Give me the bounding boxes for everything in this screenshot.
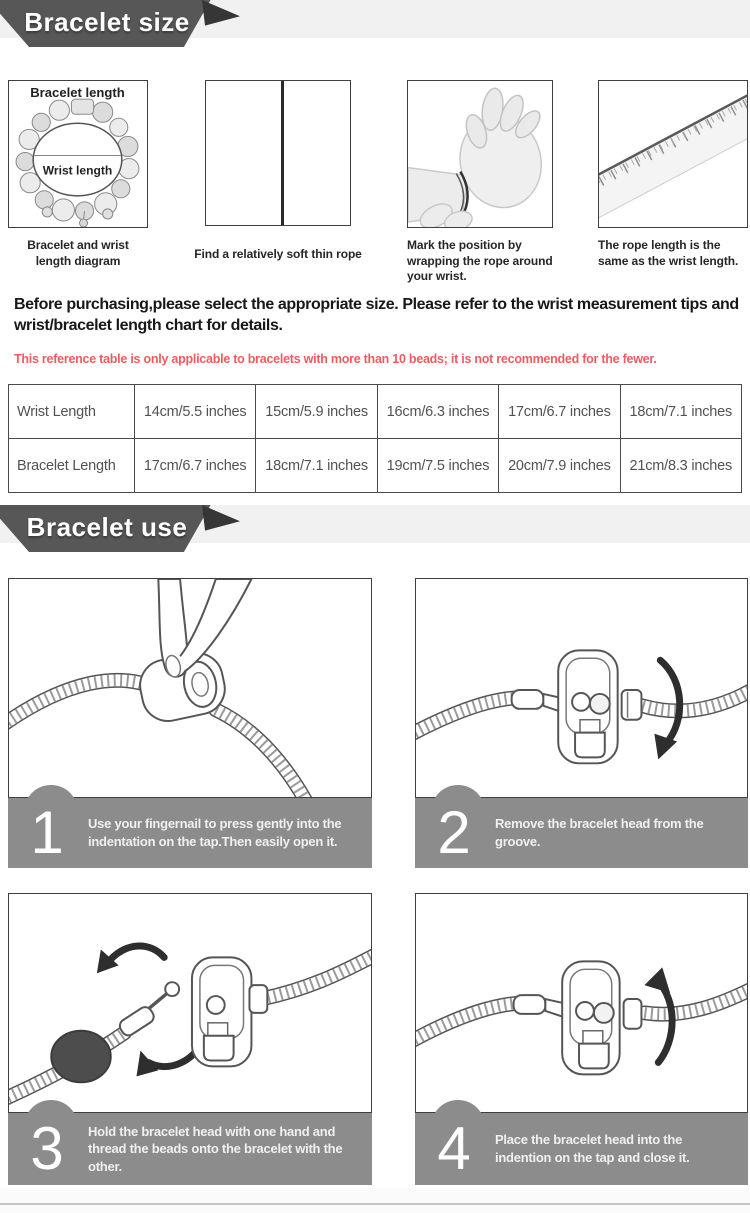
footer-strip (0, 1188, 750, 1213)
footer-divider (0, 1203, 750, 1205)
cell: 15cm/5.9 inches (256, 385, 377, 439)
step-text: Use your fingernail to press gently into the indentation on the tap.Then easily open it. (88, 816, 342, 849)
bracelet-diagram-image (8, 80, 148, 228)
step3-illustration (8, 893, 372, 1113)
row-label: Bracelet Length (9, 439, 135, 493)
step4-illustration (415, 893, 748, 1113)
size-table (8, 384, 742, 493)
cell: 18cm/7.1 inches (256, 439, 377, 493)
section-title: Bracelet use (26, 512, 188, 542)
caption-diagram: Bracelet and wrist length diagram (27, 238, 129, 268)
step2-illustration (415, 578, 748, 798)
cell: 20cm/7.9 inches (499, 439, 620, 493)
bracelet-use-banner (0, 505, 242, 552)
rope-image (205, 80, 351, 226)
bracelet-length-label: Bracelet length (30, 85, 125, 101)
step-number: 3 (30, 1115, 64, 1182)
bracelet-size-banner (0, 0, 242, 47)
usage-step-4-panel (415, 893, 748, 1185)
step-text: Hold the bracelet head with one hand and thread the beads onto the bracelet with the other. (88, 1123, 343, 1174)
notice-text: This reference table is only applicable to bracelets with more than 10 beads; it is not recommended for the fewer. (14, 352, 657, 366)
step1-caption-band (8, 798, 372, 868)
caption-rope: Find a relatively soft thin rope (194, 247, 362, 261)
wrist-length-label: Wrist length (42, 163, 113, 178)
cell: 16cm/6.3 inches (377, 385, 498, 439)
cell: 17cm/6.7 inches (135, 439, 256, 493)
wrist-measure-art (408, 81, 552, 227)
step-number: 1 (30, 799, 64, 866)
cell: 18cm/7.1 inches (620, 385, 741, 439)
section-title: Bracelet size (24, 7, 190, 37)
usage-step-3-panel (8, 893, 372, 1185)
caption-length: The rope length is the same as the wrist length. (598, 238, 739, 268)
usage-step-1-panel (8, 578, 372, 868)
cell: 17cm/6.7 inches (499, 385, 620, 439)
usage-step-2-panel (415, 578, 748, 868)
step-number: 2 (437, 799, 471, 866)
cell: 14cm/5.5 inches (135, 385, 256, 439)
step-text: Place the bracelet head into the indention on the tap and close it. (495, 1132, 690, 1165)
row-label: Wrist Length (9, 385, 135, 439)
cell: 19cm/7.5 inches (377, 439, 498, 493)
step-number: 4 (437, 1115, 471, 1182)
wrist-measure-image (407, 80, 553, 228)
bracelet-diagram-art (9, 81, 147, 227)
rope-graphic (281, 81, 284, 225)
step3-caption-band (8, 1113, 372, 1185)
step-text: Remove the bracelet head from the groove. (495, 816, 704, 849)
ruler-art (599, 81, 747, 227)
table-row (9, 385, 742, 439)
cell: 21cm/8.3 inches (620, 439, 741, 493)
step1-illustration (8, 578, 372, 798)
step2-caption-band (415, 798, 748, 868)
intro-paragraph: Before purchasing,please select the appropriate size. Please refer to the wrist measurement tips and wrist/bracelet length chart for details. (14, 296, 739, 335)
step4-caption-band (415, 1113, 748, 1185)
ruler-image (598, 80, 748, 228)
caption-mark: Mark the position by wrapping the rope around your wrist. (407, 238, 553, 284)
table-row (9, 439, 742, 493)
